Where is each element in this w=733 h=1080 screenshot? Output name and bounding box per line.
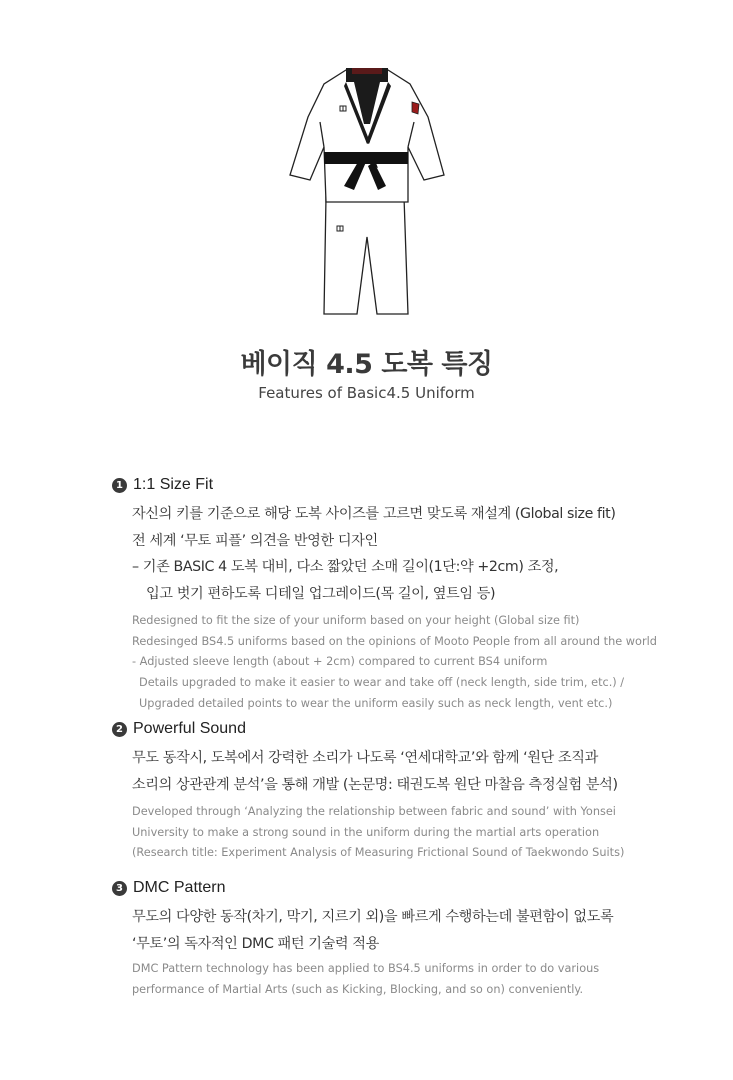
english-line: (Research title: Experiment Analysis of Measuring Frictional Sound of Taekwondo Suits) bbox=[132, 846, 625, 860]
english-line: University to make a strong sound in the uniform during the martial arts operation bbox=[132, 825, 600, 839]
korean-line: 소리의 상관관계 분석’을 통해 개발 (논문명: 태권도복 원단 마찰음 측정실험 분석) bbox=[132, 776, 618, 793]
number-badge: 1 bbox=[112, 478, 127, 493]
section-dmc-pattern bbox=[112, 877, 632, 1000]
korean-line: – 기존 BASIC 4 도복 대비, 다소 짧았던 소매 길이(1단:약 +2cm) 조정, bbox=[132, 559, 559, 575]
english-line: Developed through ‘Analyzing the relationship between fabric and sound’ with Yonsei bbox=[132, 805, 616, 818]
pants bbox=[324, 197, 408, 314]
page-subtitle: Features of Basic4.5 Uniform bbox=[258, 384, 475, 402]
english-line: Upgraded detailed points to wear the uniform easily such as neck length, vent etc.) bbox=[139, 696, 613, 710]
section-title: Powerful Sound bbox=[133, 720, 246, 737]
korean-line: 무도 동작시, 도복에서 강력한 소리가 나도록 ‘연세대학교’와 함께 ‘원단 조직과 bbox=[132, 750, 598, 766]
shoulder-patch bbox=[412, 102, 419, 114]
english-line: DMC Pattern technology has been applied to BS4.5 uniforms in order to do various bbox=[132, 962, 600, 975]
english-line: performance of Martial Arts (such as Kicking, Blocking, and so on) conveniently. bbox=[132, 982, 584, 996]
section-title: 1:1 Size Fit bbox=[133, 476, 214, 493]
korean-line: ‘무토’의 독자적인 DMC 패턴 기술력 적용 bbox=[132, 935, 379, 952]
uniform-illustration bbox=[282, 62, 454, 324]
korean-line: 전 세계 ‘무토 피플’ 의견을 반영한 디자인 bbox=[132, 532, 378, 549]
section-size-fit bbox=[112, 474, 657, 715]
english-line: - Adjusted sleeve length (about + 2cm) compared to current BS4 uniform bbox=[132, 655, 548, 669]
korean-line: 입고 벗기 편하도록 디테일 업그레이드(목 길이, 옆트임 등) bbox=[146, 585, 496, 602]
english-line: Details upgraded to make it easier to wear and take off (neck length, side trim, etc.) / bbox=[139, 676, 625, 690]
number-badge: 2 bbox=[112, 722, 127, 737]
number-badge: 3 bbox=[112, 881, 127, 896]
korean-line: 자신의 키를 기준으로 해당 도복 사이즈를 고르면 맞도록 재설계 (Global size fit) bbox=[132, 506, 616, 522]
section-title: DMC Pattern bbox=[133, 879, 226, 896]
english-line: Redesinged BS4.5 uniforms based on the opinions of Mooto People from all around the world bbox=[132, 634, 657, 648]
page-title: 베이직 4.5 도복 특징 bbox=[240, 349, 493, 380]
section-powerful-sound bbox=[112, 718, 632, 864]
english-line: Redesigned to fit the size of your uniform based on your height (Global size fit) bbox=[132, 614, 580, 627]
korean-line: 무도의 다양한 동작(차기, 막기, 지르기 외)을 빠르게 수행하는데 불편함이 없도록 bbox=[132, 909, 614, 925]
